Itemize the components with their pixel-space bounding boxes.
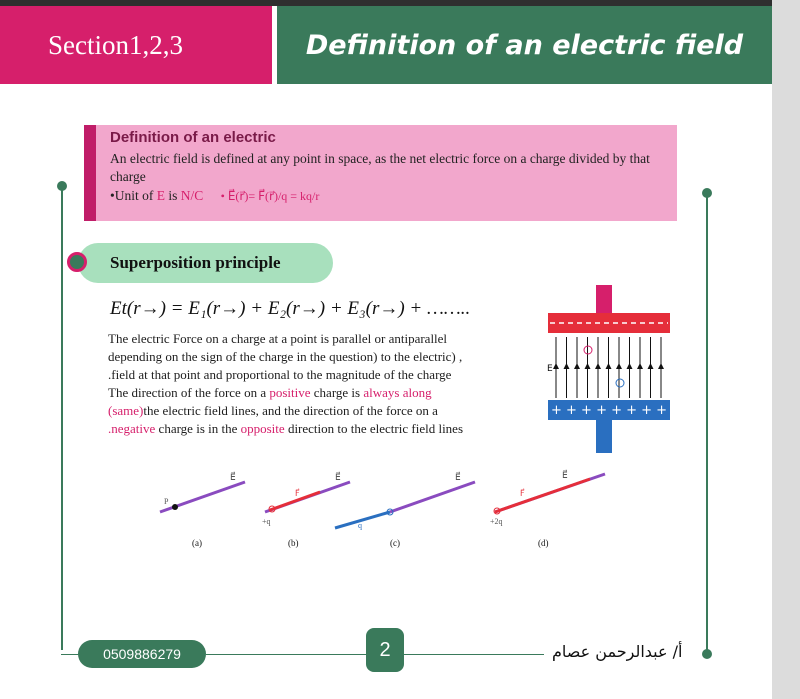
text-run: direction to the electric field lines [284,421,464,436]
phone-badge [78,640,206,668]
unit-value: N/C [180,188,204,203]
f-arrow-d [495,479,590,512]
para-line [108,402,548,420]
footer-line [206,654,366,655]
point-p-a [172,504,178,510]
vec-e-label: E⃗ [562,470,568,480]
right-rail [706,193,708,653]
p-label: P [164,497,169,506]
superposition-title: Superposition principle [110,253,281,272]
field-arrowhead [553,363,559,369]
rail-dot [702,188,712,198]
para-line: .field at that point and proportional to the magnitude of the charge [108,367,452,382]
field-arrowhead [564,363,570,369]
field-lines [553,337,664,398]
field-arrowhead [658,363,664,369]
vec-f-label: F⃗ [520,489,525,498]
field-arrowhead [637,363,643,369]
heading-dot [67,252,87,272]
force-vectors-figure [150,470,620,550]
text-run: always along [363,385,432,400]
charge-label: +q [262,517,271,526]
field-arrowhead [627,363,633,369]
topic-title: Definition of an electric field [305,29,744,61]
rail-dot [57,181,67,191]
unit-line [110,188,677,204]
text-run: charge is in the [155,421,241,436]
section-label: Section1,2,3 [48,29,183,60]
page-number: 2 [379,638,391,661]
charge-label: q [358,521,362,530]
superposition-heading [78,243,333,283]
footer-line [404,654,544,655]
e-arrow-c [390,482,475,512]
field-arrowhead [595,363,601,369]
panel-label: (c) [390,538,400,548]
para-line: The electric Force on a charge at a point is parallel or antiparallel [108,331,448,346]
field-arrowhead [648,363,654,369]
field-arrowhead [585,363,591,369]
field-arrowhead [606,363,612,369]
footer-line [61,654,79,655]
vec-e-label: E⃗ [230,472,236,482]
top-terminal [596,285,612,315]
panel-label: (a) [192,538,202,548]
superposition-equation: Et(r→) = E₁(r→) + E₂(r→) + E₃(r→) + …….. [110,298,471,319]
plus-signs: + + + + + + + + + [551,403,683,418]
field-arrowhead [616,363,622,369]
text-run: opposite [240,421,285,436]
vec-e-label: E⃗ [455,472,461,482]
bottom-terminal [596,418,612,453]
right-margin [772,0,800,699]
definition-box [84,125,677,221]
unit-is: is [168,188,178,203]
phone-number: 0509886279 [103,646,181,662]
f-arrow-c [335,512,390,528]
panel-label: (b) [288,538,299,548]
panel-label: (d) [538,538,549,548]
section-header [0,6,272,84]
definition-title: Definition of an electric [110,129,276,146]
unit-label: •Unit of [110,188,154,203]
field-plates-diagram [547,285,683,453]
charge-label: +2q [490,517,503,526]
para-line: depending on the sign of the charge in the question) to the electric) , [108,349,463,364]
para-line [108,420,548,438]
text-run: charge is [310,385,364,400]
field-formula: • E⃗(r⃗)= F⃗(r⃗)/q = kq/r [220,189,320,203]
text-run: The direction of the force on a [108,385,270,400]
text-run: (same) [108,403,144,418]
para-line [108,384,548,402]
author-name: أ/ عبدالرحمن عصام [552,642,683,661]
superposition-paragraph [108,330,548,438]
positive-charge-marker [616,379,624,387]
unit-symbol: E [156,188,165,203]
rail-dot [702,649,712,659]
field-arrowhead [574,363,580,369]
e-label: E [547,364,553,374]
left-rail [61,186,63,650]
topic-header [277,6,772,84]
text-run: positive [269,385,311,400]
text-run: the electric field lines, and the direction of the force on a [143,403,438,418]
vec-f-label: F⃗ [295,489,300,498]
text-run: .negative [108,421,156,436]
definition-text: An electric field is defined at any point in space, as the net electric force on a charge divided by that charge [110,151,650,184]
page-number-badge [366,628,404,672]
vec-e-label: E⃗ [335,472,341,482]
